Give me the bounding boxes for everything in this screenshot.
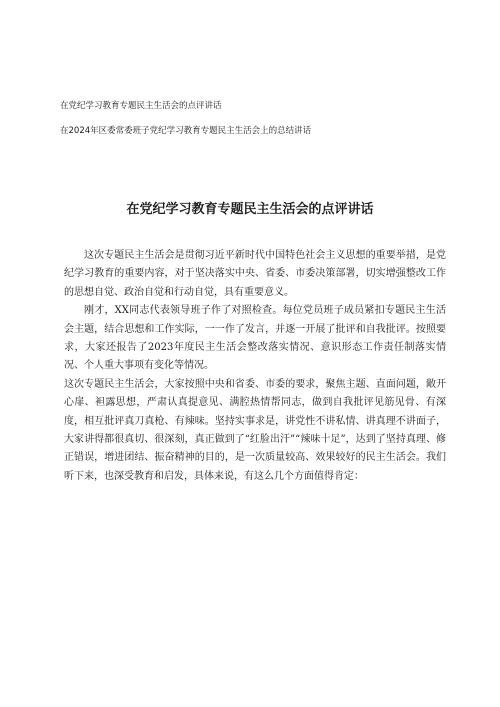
paragraph: 这次专题民主生活会是贯彻习近平新时代中国特色社会主义思想的重要举措，是党纪学习教育的重要内容，对于坚决落实中央、省委、市委决策部署，切实增强整改工作的思想自觉、政治自觉和行动自觉，具有重要意义。	[64, 250, 446, 298]
paragraph: 这次专题民主生活会，大家按照中央和省委、市委的要求，聚焦主题、直面问题，敞开心扉、袒露思想，严肃认真提意见、满腔热情帮同志，做到自我批评见筋见骨、有深度，相互批评真刀真枪、有辣味。坚持实事求是，讲党性不讲私情、讲真理不讲面子，大家讲得都很真切、很深刻，真正做到了“红脸出汗”“辣味十足”，达到了坚持真理、修正错误，增进团结、振奋精神的目的，是一次质量较高、效果较好的民主生活会。我们听下来，也深受教育和启发，具体来说，有这么几个方面值得肯定：	[64, 378, 446, 482]
toc-item[interactable]: 在党纪学习教育专题民主生活会的点评讲话	[60, 101, 222, 111]
toc-item[interactable]: 在2024年区委常委班子党纪学习教育专题民主生活会上的总结讲话	[60, 126, 312, 136]
paragraph: 刚才，XX同志代表领导班子作了对照检查。每位党员班子成员紧扣专题民主生活会主题，结合思想和工作实际，一一作了发言，并逐一开展了批评和自我批评。按照要求，大家还报告了2023年度民主生活会整改落实情况、意识形态工作责任制落实情况、个人重大事项有变化等情况。	[64, 305, 446, 372]
toc-list	[60, 100, 460, 150]
document-title: 在党纪学习教育专题民主生活会的点评讲话	[126, 202, 374, 217]
document-body	[64, 247, 446, 486]
